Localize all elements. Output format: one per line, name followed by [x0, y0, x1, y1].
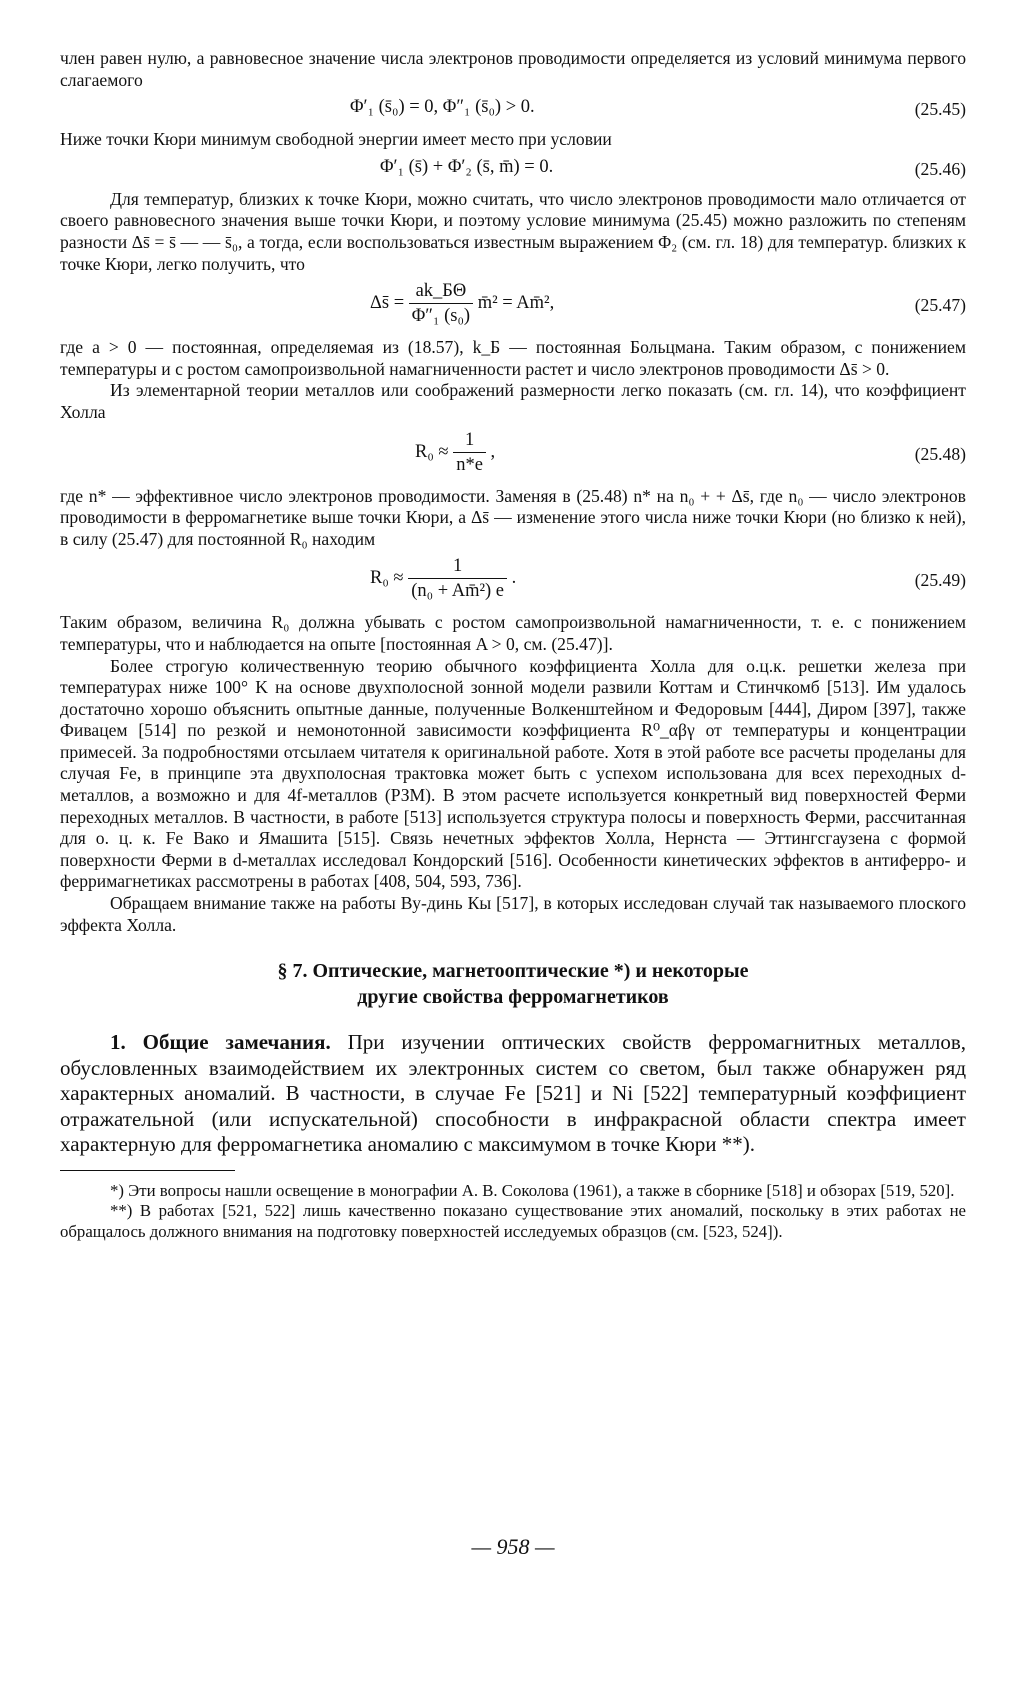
footnote-1: *) Эти вопросы нашли освещение в монографии А. В. Соколова (1961), а также в сборнике [518] и обзорах [519, 520].	[110, 1180, 955, 1200]
paragraph-where-n: где n* — эффективное число электронов проводимости. Заменяя в (25.48) n* на n₀ + + Δs̄, где n₀ — число электронов проводимости в ферромагнетике выше точки Кюри, а Δs̄ — изменение этого числа ниже точки Кюри (но близко к ней), в силу (25.47) для постоянной R₀ находим	[60, 485, 966, 549]
fraction-denominator: n*e	[453, 452, 486, 477]
equation-25-46	[60, 157, 966, 183]
equation-25-45	[60, 97, 966, 123]
subsection-title: 1. Общие замечания.	[110, 1030, 331, 1055]
paragraph-attention: Обращаем внимание также на работы Ву-динь Кы [517], в которых исследован случай так называемого плоского эффекта Холла.	[60, 893, 966, 935]
fraction-numerator: ak_БΘ	[415, 281, 467, 302]
equation-25-48	[60, 428, 966, 482]
fraction-denominator: (n₀ + Am̄²) e	[408, 578, 507, 603]
paragraph-general-text: При изучении оптических свойств ферромагнитных металлов, обусловленных взаимодействием их электронных систем со светом, был также обнаружен ряд характерных аномалий. В частности, в случае Fe [521] и Ni [522] температурный коэффициент отражательной (или испускательной) способности в инфракрасной области спектра имеет характерную для ферромагнетика аномалию с максимумом в точке Кюри **).	[60, 1030, 966, 1157]
equation-number: (25.45)	[914, 99, 966, 120]
equation-number: (25.48)	[914, 443, 966, 464]
equation-fraction	[453, 428, 486, 477]
equation-body: Φ′₁ (s̄₀) = 0, Φ″₁ (s̄₀) > 0.	[350, 97, 535, 118]
equation-fraction	[409, 279, 473, 328]
paragraph-intro: член равен нулю, а равновесное значение числа электронов проводимости определяется из условий минимума первого слагаемого	[60, 48, 966, 90]
paragraph-where-a: где a > 0 — постоянная, определяемая из (18.57), k_Б — постоянная Больцмана. Таким образом, с понижением температуры и с ростом самопроизвольной намагниченности растет и число электронов проводимости Δs̄ > 0.	[60, 337, 966, 379]
fraction-numerator: 1	[452, 556, 463, 577]
section-heading-line-1: § 7. Оптические, магнетооптические *) и некоторые	[277, 960, 749, 983]
equation-fraction	[408, 554, 507, 603]
equation-number: (25.49)	[914, 570, 966, 591]
page-number: — 958 —	[471, 1534, 555, 1559]
paragraph-strict-theory: Более строгую количественную теорию обычного коэффициента Холла для о.ц.к. решетки железа при температурах ниже 100° K на основе двухполосной зонной модели развили Коттам и Стинчкомб [513]. Им удалось достаточно хорошо объяснить опытные данные, полученные Волкенштейном и Федоровым [444], Диром [397], также Фивацем [514] по резкой и немонотонной зависимости коэффициента R⁰_αβγ от температуры и концентрации примесей. За подробностями отсылаем читателя к оригинальной работе. Хотя в этой работе все расчеты проделаны для случая Fe, в принципе эта двухполосная трактовка может быть с успехом использована для всех переходных d-металлов, а возможно и для 4f-металлов (РЗМ). В этом расчете используется конкретный вид поверхностей Ферми переходных металлов. В частности, в работе [513] используется структура полосы и поверхность Ферми, рассчитанная для о. ц. к. Fe Вако и Ямашита [515]. Связь нечетных эффектов Холла, Нернста — Эттингсгаузена с формой поверхности Ферми в d-металлах исследовал Кондорский [516]. Особенности кинетических эффектов в антиферро- и ферримагнетиках рассмотрены в работах [408, 504, 593, 736].	[60, 655, 966, 892]
equation-left: R₀ ≈	[370, 568, 404, 589]
equation-number: (25.47)	[914, 295, 966, 316]
equation-25-47	[60, 279, 966, 333]
fraction-numerator: 1	[464, 429, 475, 450]
page-content	[60, 48, 966, 1559]
equation-left: R₀ ≈	[415, 441, 449, 462]
paragraph-temperatures: Для температур, близких к точке Кюри, можно считать, что число электронов проводимости мало отличается от своего равновесного значения выше точки Кюри, и поэтому условие минимума (25.45) можно разложить по степеням разности Δs̄ = s̄ — — s̄₀, а тогда, если воспользоваться известным выражением Φ₂ (см. гл. 18) для температур. близких к точке Кюри, легко получить, что	[60, 188, 966, 274]
equation-left: Δs̄ =	[370, 292, 405, 313]
fraction-denominator: Φ″₁ (s₀)	[409, 303, 473, 328]
section-heading	[60, 958, 966, 1010]
paragraph-general-remarks	[60, 1030, 966, 1158]
footnote-2: **) В работах [521, 522] лишь качественно показано существование этих аномалий, поскольку в этих работах не обращалось должного внимания на подготовку поверхностей исследуемых образцов (см. [523, 524]).	[60, 1201, 966, 1241]
equation-25-49	[60, 554, 966, 608]
paragraph-thus: Таким образом, величина R₀ должна убывать с ростом самопроизвольной намагниченности, т. е. с понижением температуры, что и наблюдается на опыте [постоянная A > 0, см. (25.47)].	[60, 612, 966, 654]
paragraph-elementary-theory: Из элементарной теории металлов или соображений размерности легко показать (см. гл. 14), что коэффициент Холла	[60, 380, 966, 422]
equation-right: ,	[490, 441, 496, 462]
footnote-divider	[60, 1170, 235, 1171]
equation-number: (25.46)	[914, 158, 966, 179]
paragraph-below-curie: Ниже точки Кюри минимум свободной энергии имеет место при условии	[60, 129, 612, 150]
equation-right: .	[511, 568, 517, 589]
equation-body: Φ′₁ (s̄) + Φ′₂ (s̄, m̄) = 0.	[380, 156, 554, 177]
equation-right: m̄² = Am̄²,	[477, 292, 555, 313]
section-heading-line-2: другие свойства ферромагнетиков	[357, 986, 669, 1009]
